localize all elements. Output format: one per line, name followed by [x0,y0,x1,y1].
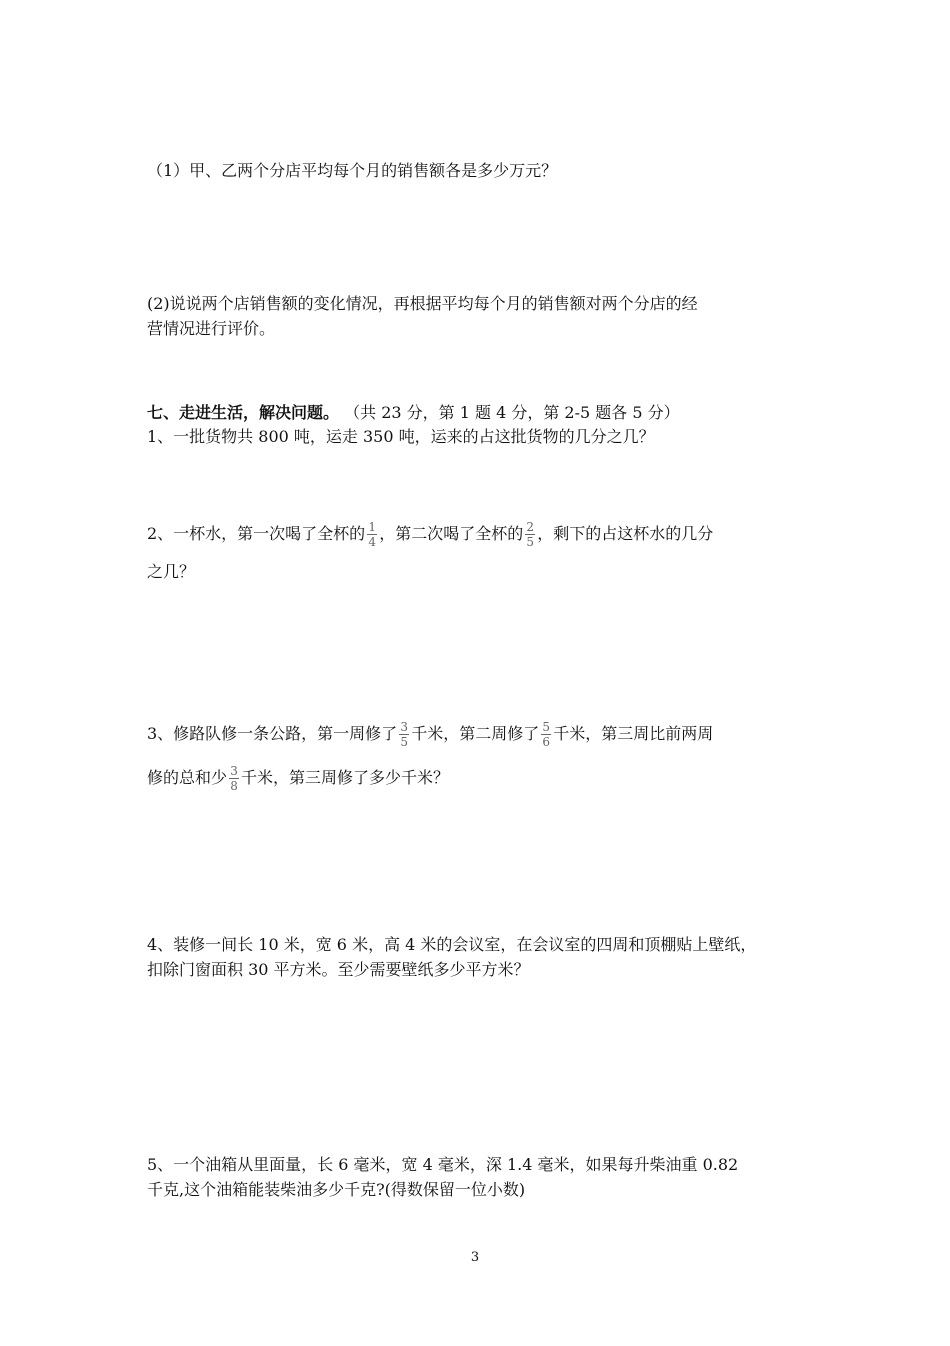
fraction-numerator: 2 [526,520,535,534]
q3-text-d: 修的总和少 [147,768,228,787]
fraction-numerator: 3 [230,764,238,778]
fraction-numerator: 5 [542,720,551,734]
section7-title: 七、走进生活，解决问题。 [147,403,340,422]
fraction-denominator: 5 [526,535,535,549]
question-1: 1、一批货物共 800 吨，运走 350 吨，运来的占这批货物的几分之几？ [147,427,655,446]
fraction-denominator: 6 [542,735,551,749]
question-3-line2 [147,760,449,796]
q2-text-b: ，第二次喝了全杯的 [379,524,524,543]
fraction-denominator: 8 [230,779,238,793]
q3-fraction-3 [229,764,239,793]
q6-sub1: （1）甲、乙两个分店平均每个月的销售额各是多少万元？ [147,161,558,180]
q2-text-c: ，剩下的占这杯水的几分 [537,524,714,543]
q2-fraction-1 [367,520,377,549]
page-number: 3 [470,1250,480,1265]
q3-text-b: 千米，第二周修了 [411,724,540,743]
q3-text-a: 3、修路队修一条公路，第一周修了 [147,724,398,743]
question-2-line1 [147,516,713,552]
question-2-line2: 之几？ [147,562,196,581]
section7-note: （共 23 分，第 1 题 4 分，第 2-5 题各 5 分） [344,403,680,422]
q2-fraction-2 [525,520,535,549]
q3-fraction-1 [399,720,409,749]
fraction-numerator: 1 [368,520,376,534]
fraction-denominator: 5 [400,735,408,749]
q6-sub2-line2: 营情况进行评价。 [147,319,276,338]
question-3-line1 [147,716,713,752]
q6-sub2-line1: (2)说说两个店销售额的变化情况，再根据平均每个月的销售额对两个分店的经 [147,294,698,313]
question-4-line1: 4、装修一间长 10 米，宽 6 米，高 4 米的会议室，在会议室的四周和顶棚贴上壁纸， [147,935,757,954]
fraction-denominator: 4 [368,535,376,549]
question-5-line1: 5、一个油箱从里面量，长 6 毫米，宽 4 毫米，深 1.4 毫米，如果每升柴油重 0.82 [147,1155,739,1174]
question-4-line2: 扣除门窗面积 30 平方米。至少需要壁纸多少平方米？ [147,960,530,979]
q2-text-a: 2、一杯水，第一次喝了全杯的 [147,524,366,543]
q3-text-e: 千米，第三周修了多少千米？ [241,768,450,787]
q3-fraction-2 [541,720,551,749]
section7-heading [147,402,680,424]
q3-text-c: 千米，第三周比前两周 [553,724,714,743]
fraction-numerator: 3 [400,720,408,734]
question-5-line2: 千克,这个油箱能装柴油多少千克?(得数保留一位小数) [147,1180,526,1199]
